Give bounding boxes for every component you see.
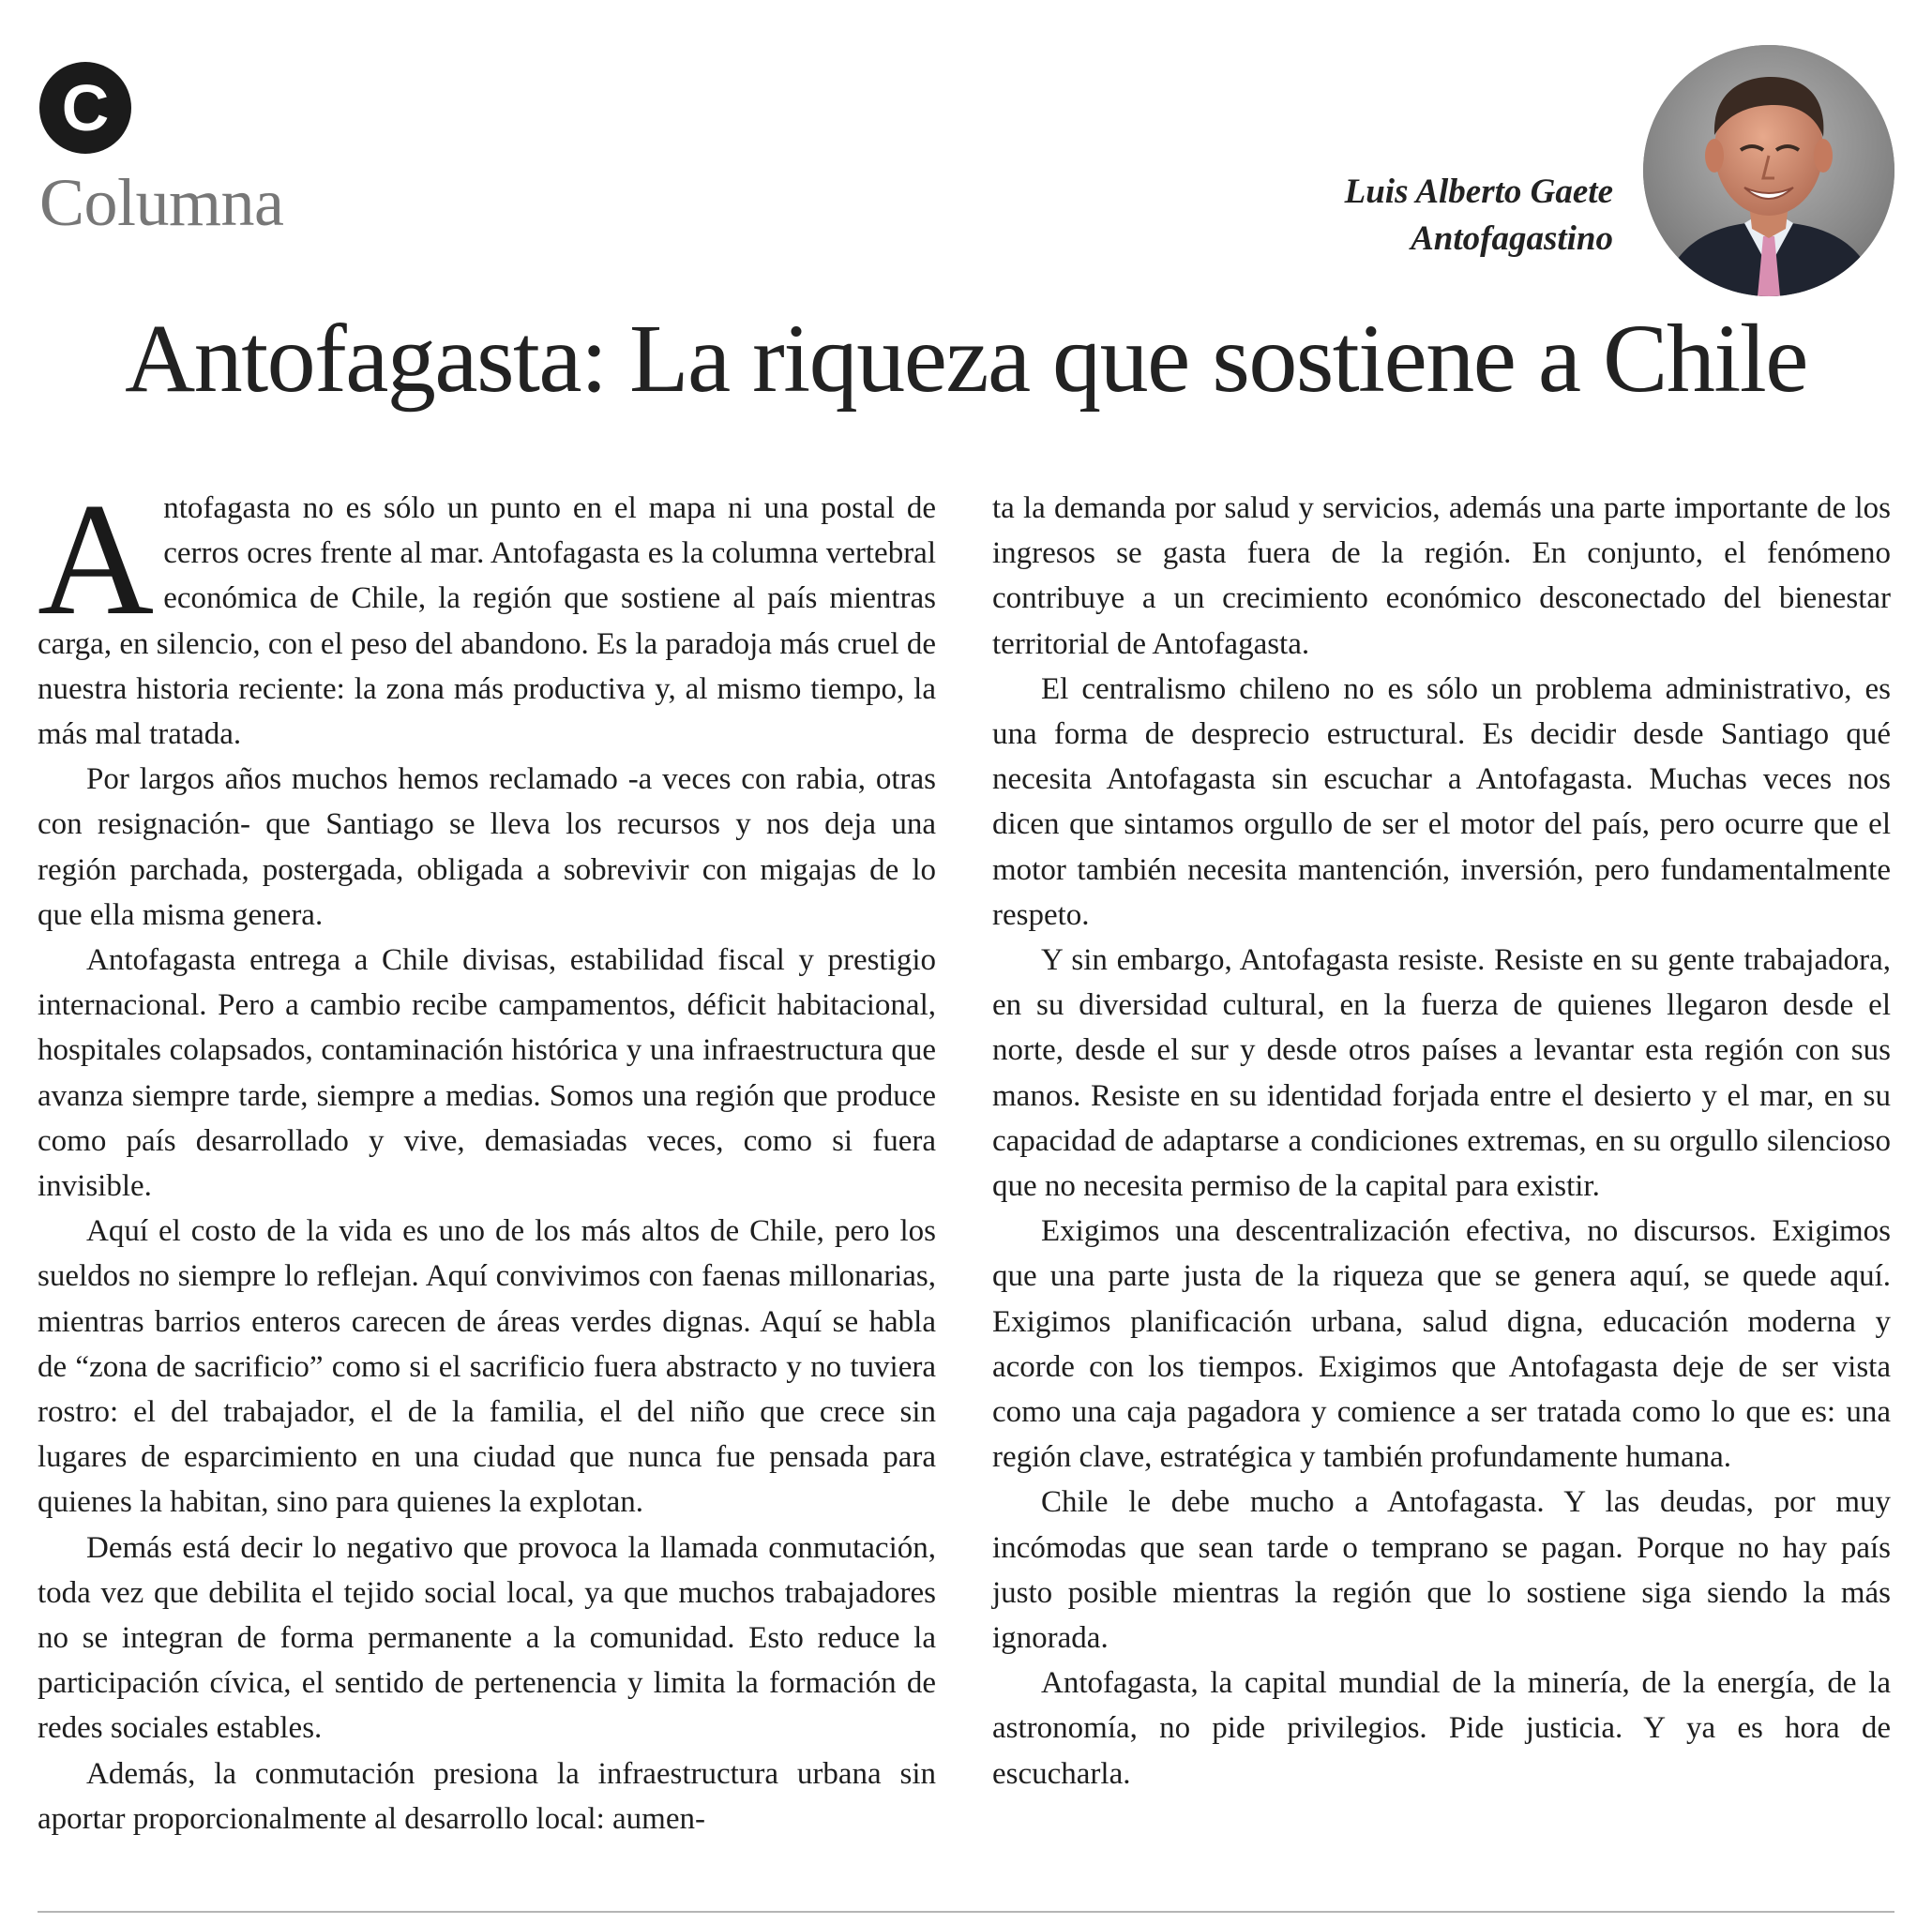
article-paragraph: Además, la conmutación presiona la infraestructura urbana sin aportar proporcionalmente al desarrollo local: aumen- xyxy=(38,1756,936,1836)
section-badge-letter: C xyxy=(61,71,110,144)
article-paragraph: El centralismo chileno no es sólo un problema administrativo, es una forma de desprecio estructural. Es decidir desde Santiago qué necesita Antofagasta sin escuchar a Antofagasta. Muchas veces nos dicen que sintamos orgullo de ser el motor del país, pero ocurre que el motor también necesita mantención, inversión, pero fundamentalmente respeto. xyxy=(992,671,1891,932)
article-paragraph: Por largos años muchos hemos reclamado -a veces con rabia, otras con resignación- que Santiago se lleva los recursos y nos deja una región parchada, postergada, obligada a sobrevivir con migajas de lo que ella misma genera. xyxy=(38,762,936,932)
article-paragraph: Demás está decir lo negativo que provoca la llamada conmutación, toda vez que debilita el tejido social local, ya que muchos trabajadores no se integran de forma permanente a la comunidad. Esto reduce la participación cívica, el sentido de pertenencia y limita la formación de redes sociales estables. xyxy=(38,1530,936,1746)
article-paragraph: Antofagasta entrega a Chile divisas, estabilidad fiscal y prestigio internacional. Pero a cambio recibe campamentos, déficit habitacional, hospitales colapsados, contaminación histórica y una infraestructura que avanza siempre tarde, siempre a medias. Somos una región que produce como país desarrollado y vive, demasiadas veces, como si fuera invisible. xyxy=(38,943,936,1204)
author-origin: Antofagastino xyxy=(1411,219,1613,258)
article-paragraph: Chile le debe mucho a Antofagasta. Y las deudas, por muy incómodas que sean tarde o temprano se pagan. Porque no hay país justo posible mientras la región que lo sostiene siga siendo la más ignorada. xyxy=(992,1485,1891,1656)
section-badge-icon xyxy=(39,62,131,154)
drop-cap: A xyxy=(38,471,155,649)
article-headline: Antofagasta: La riqueza que sostiene a Chile xyxy=(125,305,1807,413)
author-byline xyxy=(1345,169,1613,263)
bottom-rule xyxy=(38,1911,1894,1913)
paragraph-text: ntofagasta no es sólo un punto en el mapa ni una postal de cerros ocres frente al mar. Antofagasta es la columna vertebral económica de Chile, la región que sostiene al país mientras carga, en silencio, con el peso del abandono. Es la paradoja más cruel de nuestra historia reciente: la zona más productiva y, al mismo tiempo, la más mal tratada. xyxy=(38,491,936,752)
article-column-right xyxy=(992,486,1891,1796)
article-paragraph: Aquí el costo de la vida es uno de los más altos de Chile, pero los sueldos no siempre lo reflejan. Aquí convivimos con faenas millonarias, mientras barrios enteros carecen de áreas verdes dignas. Aquí se habla de “zona de sacrificio” como si el sacrificio fuera abstracto y no tuviera rostro: el del trabajador, el de la familia, el del niño que crece sin lugares de esparcimiento en una ciudad que nunca fue pensada para quienes la habitan, sino para quienes la explotan. xyxy=(38,1214,936,1520)
author-portrait-icon xyxy=(1643,45,1894,296)
article-paragraph: Antofagasta, la capital mundial de la minería, de la energía, de la astronomía, no pide privilegios. Pide justicia. Y ya es hora de escucharla. xyxy=(992,1666,1891,1791)
article-paragraph: Y sin embargo, Antofagasta resiste. Resiste en su gente trabajadora, en su diversidad cultural, en la fuerza de quienes llegaron desde el norte, desde el sur y desde otros países a levantar esta región con sus manos. Resiste en su identidad forjada entre el desierto y el mar, en su capacidad de adaptarse a condiciones extremas, en su orgullo silencioso que no necesita permiso de la capital para existir. xyxy=(992,943,1891,1204)
article-paragraph-continued: ta la demanda por salud y servicios, además una parte importante de los ingresos se gasta fuera de la región. En conjunto, el fenómeno contribuye a un crecimiento económico desconectado del bienestar territorial de Antofagasta. xyxy=(992,491,1891,661)
article-paragraph: Exigimos una descentralización efectiva, no discursos. Exigimos que una parte justa de la riqueza que se genera aquí, se quede aquí. Exigimos planificación urbana, salud digna, educación moderna y acorde con los tiempos. Exigimos que Antofagasta deje de ser vista como una caja pagadora y comience a ser tratada como lo que es: una región clave, estratégica y también profundamente humana. xyxy=(992,1214,1891,1475)
article-paragraph xyxy=(38,471,936,757)
article-column-left xyxy=(38,471,936,1841)
section-label: Columna xyxy=(39,165,284,240)
author-name: Luis Alberto Gaete xyxy=(1344,173,1613,211)
